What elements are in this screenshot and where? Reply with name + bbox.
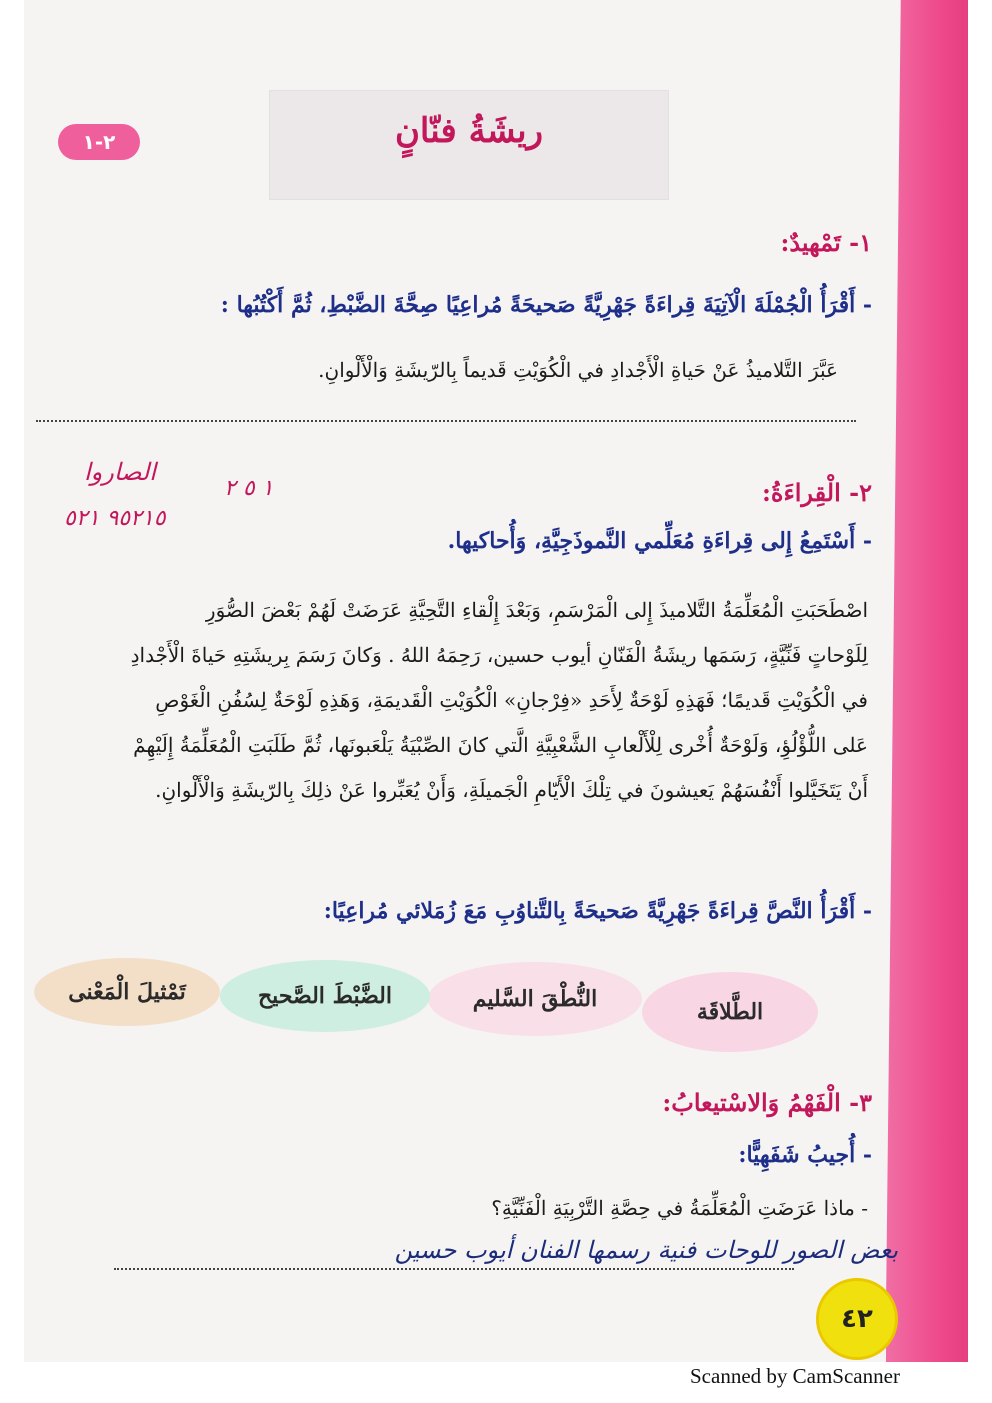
section1-sentence: عَبَّرَ التَّلاميذُ عَنْ حَياةِ الْأَجْدادِ في الْكُوَيْتِ قَديماً بِالرّيشَةِ وَالْأَلْوانِ. xyxy=(318,358,838,382)
section3-heading: ٣- الْفَهْمُ وَالاسْتيعابُ: xyxy=(662,1088,872,1117)
skill-bubble-fluency: الطَّلاقَة xyxy=(642,972,818,1052)
skill-bubble-meaning: تَمْثيلَ الْمَعْنى xyxy=(34,958,220,1026)
answer-line-2 xyxy=(114,1268,794,1270)
pink-page-edge xyxy=(886,0,968,1362)
page-number: ٤٢ xyxy=(816,1278,898,1360)
section1-instruction: - أَقْرَأُ الْجُمْلَةَ الْآتِيَةَ قِراءَةً جَهْرِيَّةً صَحيحَةً مُراعِيًا صِحَّةَ الضَّبْطِ، ثُمَّ أَكْتُبُها : xyxy=(220,292,872,318)
paragraph-line: أَنْ يَتَخَيَّلوا أَنْفُسَهُمْ يَعيشونَ في تِلْكَ الْأَيّامِ الْجَميلَةِ، وَأَنْ يُعَبِّروا عَنْ ذلِكَ بِالرّيشَةِ وَالْأَلْوانِ. xyxy=(155,778,868,802)
answer-line-1 xyxy=(36,420,856,422)
section2-instruction: - أَسْتَمِعُ إِلى قِراءَةِ مُعَلِّمي النَّموذَجِيَّةِ، وَأُحاكيها. xyxy=(447,528,872,554)
section1-heading: ١- تَمْهيدٌ: xyxy=(780,228,872,257)
handwriting-note-bottom: ٩٥٢١٥ ٥٢١ xyxy=(64,506,166,531)
handwriting-note-arrow: ١ ٥ ٢ xyxy=(224,476,274,501)
textbook-page xyxy=(24,0,968,1362)
skill-bubble-diacritics: الضَّبْطَ الصَّحيح xyxy=(220,960,430,1032)
paragraph-line: لِلَوْحاتٍ فَنِّيَّةٍ، رَسَمَها ريشَةُ الْفَنّانِ أيوب حسين، رَحِمَهُ اللهُ . وَكانَ رَسَمَ بِريشَتِهِ حَياةَ الْأَجْدادِ xyxy=(130,643,868,667)
lesson-badge: ٢-١ xyxy=(58,124,140,160)
lesson-title: ريشَةُ فنّانٍ xyxy=(394,111,544,151)
section3-subheading: - أُجيبُ شَفَهِيًّا: xyxy=(738,1142,872,1168)
paragraph-line: اصْطَحَبَتِ الْمُعَلِّمَةُ التَّلاميذَ إِلى الْمَرْسَمِ، وَبَعْدَ إِلْقاءِ التَّحِيَّةِ عَرَضَتْ لَهُمْ بَعْضَ الصُّوَرِ xyxy=(205,598,868,622)
reading-paragraph xyxy=(68,588,868,813)
handwritten-answer: بعض الصور للوحات فنية رسمها الفنان أيوب حسين xyxy=(394,1236,898,1264)
group-reading-instruction: - أَقْرَأُ النَّصَّ قِراءَةً جَهْرِيَّةً صَحيحَةً بِالتَّناوُبِ مَعَ زُمَلائي مُراعِيًا: xyxy=(323,898,872,924)
section2-heading: ٢- الْقِراءَةُ: xyxy=(762,478,872,507)
paragraph-line: في الْكُوَيْتِ قَديمًا؛ فَهَذِهِ لَوْحَةٌ لِأَحَدِ «فِرْجانِ» الْكُوَيْتِ الْقَديمَةِ، وَهَذِهِ لَوْحَةٌ لِسُفُنِ الْغَوْصِ xyxy=(155,688,868,712)
handwriting-note-top: الصاروا xyxy=(84,458,156,486)
scanner-watermark: Scanned by CamScanner xyxy=(690,1364,900,1388)
title-box xyxy=(269,90,669,200)
comprehension-question: - ماذا عَرَضَتِ الْمُعَلِّمَةُ في حِصَّةِ التَّرْبِيَةِ الْفَنِّيَّةِ؟ xyxy=(491,1196,868,1220)
paragraph-line: عَلى اللُّؤْلُؤِ، وَلَوْحَةٌ أُخْرى لِلْأَلْعابِ الشَّعْبِيَّةِ الَّتي كانَ الصِّبْيَةُ يَلْعَبونَها، ثُمَّ طَلَبَتِ الْمُعَلِّمَةُ إِلَيْهِمْ xyxy=(133,733,868,757)
skill-bubble-pronunciation: النُّطْقَ السَّليم xyxy=(428,962,642,1036)
